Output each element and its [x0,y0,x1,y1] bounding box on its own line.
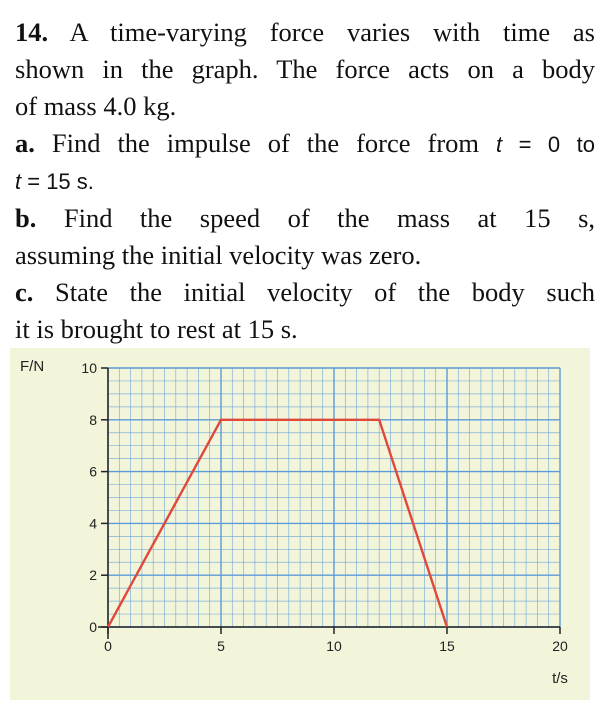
x-tick-label: 0 [104,638,112,654]
x-tick-label: 10 [326,638,342,654]
question-text [15,14,595,348]
part-a-line-1: a. Find the impulse of the force from t = 0 to [15,128,595,158]
y-axis-title: F/N [20,358,45,375]
x-tick-label: 5 [217,638,225,654]
x-tick-label: 20 [552,638,568,654]
question-number: 14. [15,17,49,47]
part-c-line-2: it is brought to rest at 15 s. [15,314,298,344]
x-tick-label: 15 [439,638,455,654]
stem-line-2: shown in the graph. The force acts on a body [15,54,595,84]
part-a-label: a. [15,128,35,158]
force-time-graph [0,344,606,710]
part-a-line-2: t = 15 s. [15,169,94,194]
stem-line-3: of mass 4.0 kg. [15,91,177,121]
y-tick-label: 6 [89,463,97,480]
y-tick-label: 2 [89,567,97,584]
y-tick-label: 0 [89,619,97,635]
part-b-line-2: assuming the initial velocity was zero. [15,240,422,270]
part-b-label: b. [15,203,37,233]
part-b-line-1: b. Find the speed of the mass at 15 s, [15,203,596,233]
x-axis-title: t/s [552,670,568,687]
y-tick-label: 8 [89,411,97,428]
y-tick-label: 10 [81,360,97,376]
part-c-label: c. [15,277,34,307]
part-c-line-1: c. State the initial velocity of the body such [15,277,596,307]
y-tick-label: 4 [89,515,97,532]
stem-line-1: 14. A time-varying force varies with time as [15,17,595,47]
